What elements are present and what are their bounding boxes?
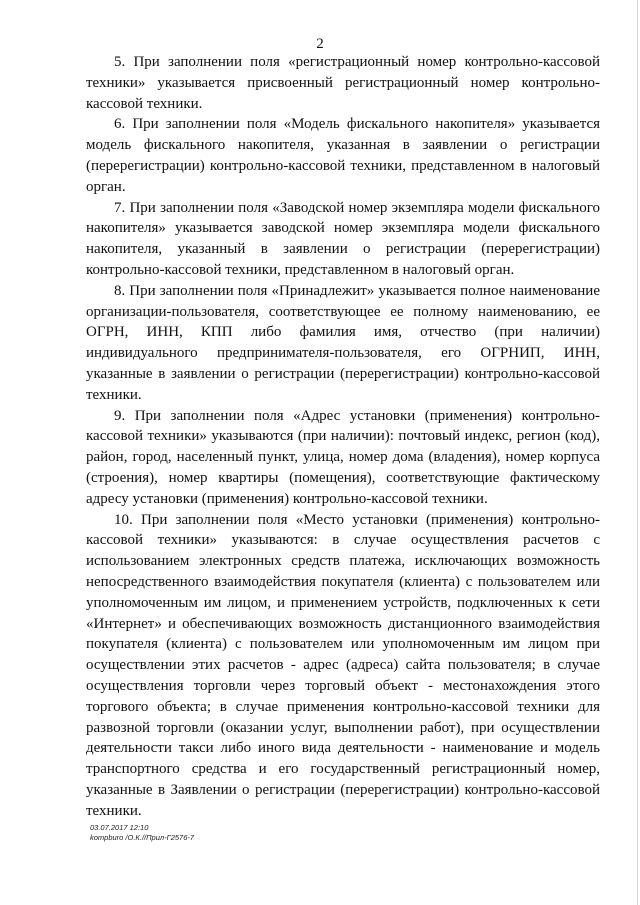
footer-ref: kompburo /О.К.//Прил-Г2576-7 <box>90 833 195 842</box>
page-edge-line <box>637 0 638 905</box>
document-body <box>86 52 600 821</box>
paragraph-5: 5. При заполнении поля «регистрационный номер контрольно-кассовой техники» указывается присвоенный регистрационный номер контрольно-кассовой техники. <box>86 54 600 112</box>
paragraph-6: 6. При заполнении поля «Модель фискального накопителя» указывается модель фискального накопителя, указанная в заявлении о регистрации (перерегистрации) контрольно-кассовой техники, представленном в налоговый орган. <box>86 116 600 195</box>
paragraph-8: 8. При заполнении поля «Принадлежит» указывается полное наименование организации-пользователя, соответствующее ее полному наименованию, ее ОГРН, ИНН, КПП либо фамилия имя, отчество (при наличии) индивидуального предпринимателя-пользователя, его ОГРНИП, ИНН, указанные в заявлении о регистрации (перерегистрации) контрольно-кассовой техники. <box>86 282 600 403</box>
paragraph-7: 7. При заполнении поля «Заводской номер экземпляра модели фискального накопителя» указывается заводской номер экземпляра модели фискального накопителя, указанный в заявлении о регистрации (перерегистрации) контрольно-кассовой техники, представленном в налоговый орган. <box>86 199 600 278</box>
footer-date: 03.07.2017 12:10 <box>90 823 149 832</box>
page-number: 2 <box>316 36 324 52</box>
footer-stamp <box>90 823 194 843</box>
paragraph-9: 9. При заполнении поля «Адрес установки (применения) контрольно-кассовой техники» указываются (при наличии): почтовый индекс, регион (код), район, город, населенный пункт, улица, номер дома (владения), номер корпуса (строения), номер квартиры (помещения), соответствующие фактическому адресу установки (применения) контрольно-кассовой техники. <box>86 407 600 507</box>
paragraph-10: 10. При заполнении поля «Место установки (применения) контрольно-кассовой техники» указываются: в случае осуществления расчетов с использованием электронных средств платежа, исключающих возможность непосредственного взаимодействия покупателя (клиента) с пользователем или уполномоченным им лицом, и применением устройств, подключенных к сети «Интернет» и обеспечивающих возможность дистанционного взаимодействия покупателя (клиента) с пользователем или уполномоченным им лицом при осуществлении этих расчетов - адрес (адреса) сайта пользователя; в случае осуществления торговли через торговый объект - местонахождения этого торгового объекта; в случае применения контрольно-кассовой техники для развозной торговли (оказании услуг, выполнении работ), при осуществлении деятельности такси либо иного вида деятельности - наименование и модель транспортного средства и его государственный регистрационный номер, указанные в Заявлении о регистрации (перерегистрации) контрольно-кассовой техники. <box>86 511 600 819</box>
